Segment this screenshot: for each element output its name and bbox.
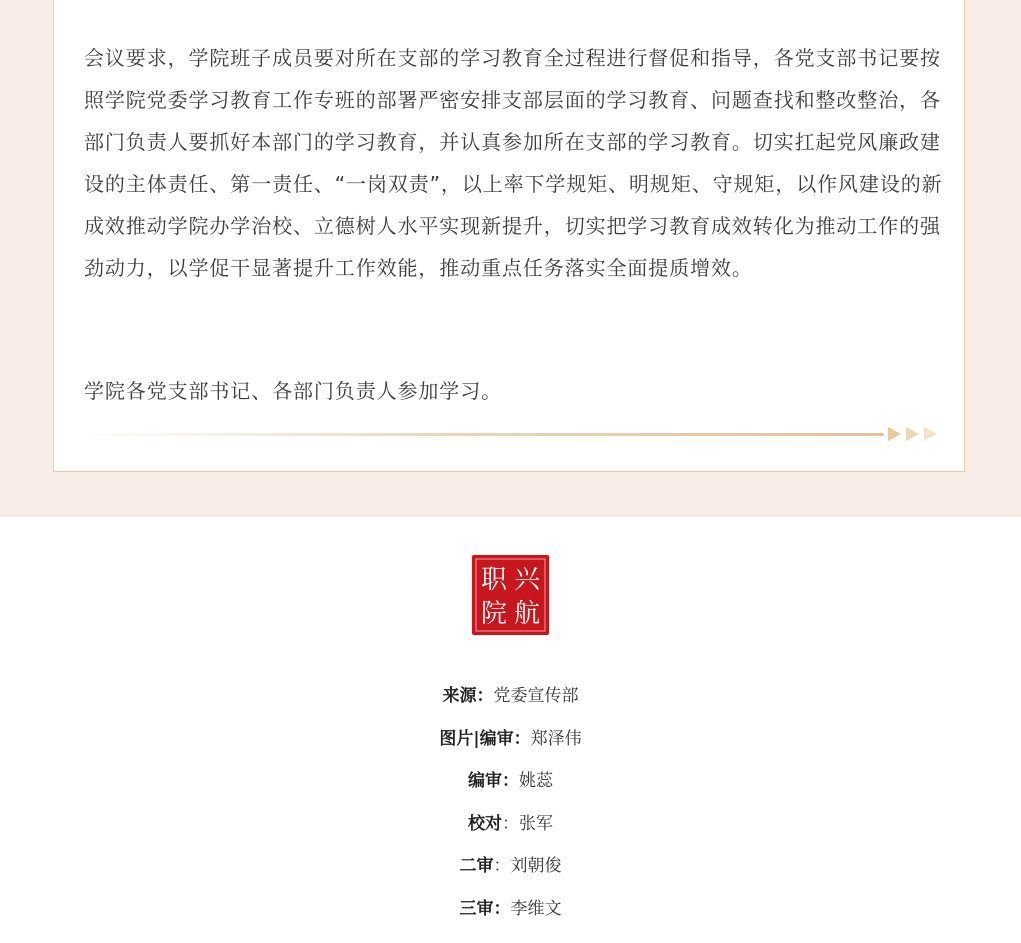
article-card <box>53 0 965 472</box>
divider-line <box>84 433 884 436</box>
credit-separator: ： <box>513 728 531 749</box>
credit-proofreader <box>0 803 1021 846</box>
credit-photo-editor <box>0 718 1021 761</box>
credit-separator: ： <box>493 898 511 919</box>
credit-label: 来源 <box>442 686 477 706</box>
credit-separator: ： <box>476 686 494 706</box>
credits-list <box>0 675 1021 930</box>
credit-third-review <box>0 888 1021 931</box>
credit-value: 刘朝俊 <box>510 856 562 876</box>
credit-label: 三审 <box>459 898 494 919</box>
svg-text:航: 航 <box>513 599 541 629</box>
svg-text:职: 职 <box>480 565 508 595</box>
seal-logo <box>471 554 550 636</box>
article-paragraph: 学院各党支部书记、各部门负责人参加学习。 <box>84 379 502 403</box>
credit-editor <box>0 760 1021 803</box>
credit-value: 郑泽伟 <box>530 728 582 749</box>
credit-label: 编审 <box>468 771 502 791</box>
triple-arrow-icon <box>888 427 940 441</box>
credit-label: 图片|编审 <box>439 728 514 749</box>
credit-value: 张军 <box>519 813 553 834</box>
credit-separator: ： <box>493 856 511 876</box>
svg-text:院: 院 <box>480 599 508 629</box>
credit-value: 李维文 <box>510 898 562 919</box>
article-paragraph: 会议要求，学院班子成员要对所在支部的学习教育全过程进行督促和指导，各党支部书记要按照学院党委学习教育工作专班的部署严密安排支部层面的学习教育、问题查找和整改整治，各部门负责人要抓好本部门的学习教育，并认真参加所在支部的学习教育。切实扛起党风廉政建设的主体责任、第一责任、“一岗双责”，以上率下学规矩、明规矩、守规矩，以作风建设的新成效推动学院办学治校、立德树人水平实现新提升，切实把学习教育成效转化为推动工作的强劲动力，以学促干显著提升工作效能，推动重点任务落实全面提质增效。 <box>84 46 943 280</box>
svg-text:兴: 兴 <box>513 565 541 595</box>
credit-value: 姚蕊 <box>519 771 553 791</box>
credit-label: 二审 <box>459 856 494 876</box>
credit-separator: ： <box>502 771 519 791</box>
credit-source <box>0 675 1021 718</box>
credit-separator: ： <box>502 813 519 834</box>
credit-value: 党委宣传部 <box>493 686 579 706</box>
credit-second-review <box>0 845 1021 888</box>
credit-label: 校对 <box>468 813 502 834</box>
